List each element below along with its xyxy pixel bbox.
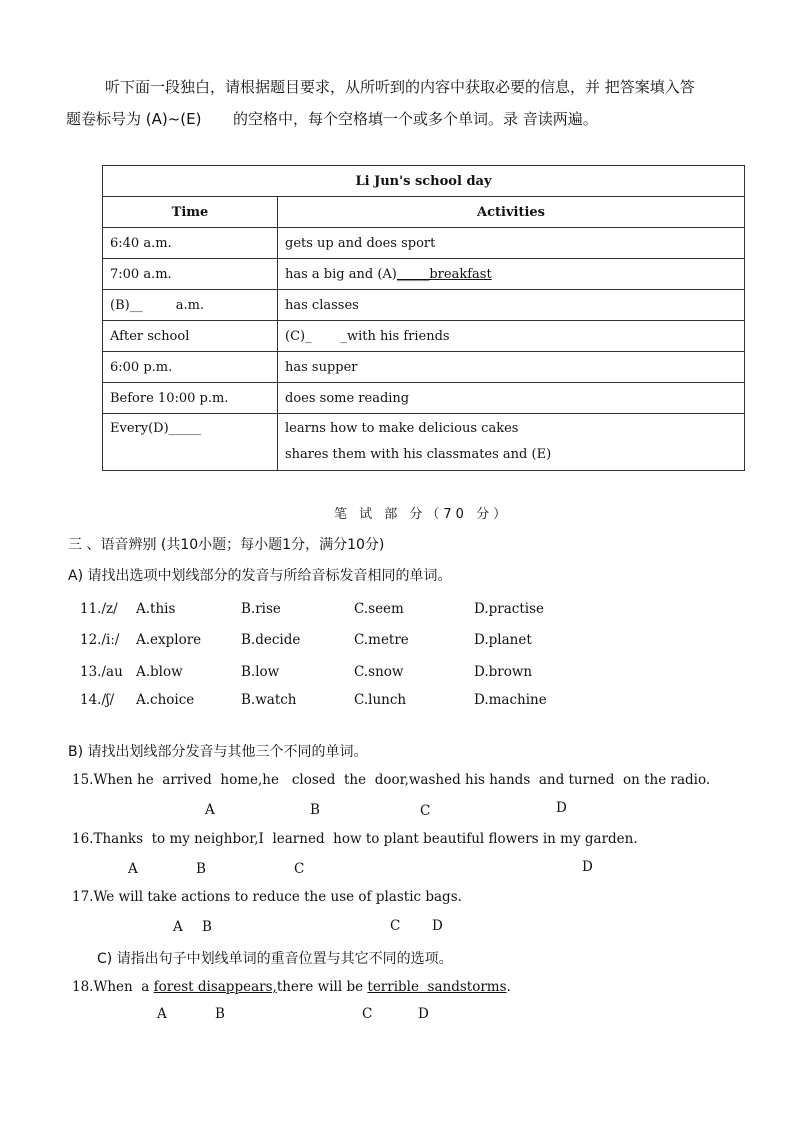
written-section-title: 笔 试 部 分（70 分） bbox=[334, 507, 511, 522]
activity-cell bbox=[278, 414, 745, 471]
option-d: D.machine bbox=[474, 692, 547, 708]
q17-letter-b: B bbox=[202, 919, 212, 935]
schedule-table bbox=[102, 165, 745, 471]
q15-letter-b: B bbox=[310, 802, 320, 818]
option-b: B.low bbox=[241, 664, 280, 680]
option-d: D.brown bbox=[474, 664, 533, 680]
header-time: Time bbox=[103, 197, 278, 228]
q16-letter-b: B bbox=[196, 861, 206, 877]
item-number: 12./iː/ bbox=[80, 632, 120, 648]
table-row bbox=[103, 259, 745, 290]
q18-letter-d: D bbox=[418, 1006, 429, 1022]
question-17: 17.We will take actions to reduce the use of plastic bags. bbox=[72, 889, 462, 905]
option-d: D.practise bbox=[474, 601, 544, 617]
item-number: 11./z/ bbox=[80, 601, 118, 617]
option-c: C.lunch bbox=[354, 692, 407, 708]
q16-letter-a: A bbox=[128, 861, 138, 877]
q15-letter-a: A bbox=[205, 802, 215, 818]
option-a: A.blow bbox=[136, 664, 183, 680]
option-b: B.watch bbox=[241, 692, 297, 708]
q18-letter-a: A bbox=[157, 1006, 167, 1022]
table-row bbox=[103, 290, 745, 321]
option-a: A.this bbox=[136, 601, 176, 617]
time-cell: (B)__ a.m. bbox=[103, 290, 278, 321]
time-cell: 7:00 a.m. bbox=[103, 259, 278, 290]
option-c: C.metre bbox=[354, 632, 409, 648]
q17-letter-d: D bbox=[432, 918, 443, 934]
q18-letter-c: C bbox=[362, 1006, 373, 1022]
intro-line-1: 听下面一段独白，请根据题目要求，从所听到的内容中获取必要的信息，并 把答案填入答 bbox=[105, 78, 695, 96]
q18-underlined-1: forest disappears, bbox=[153, 979, 277, 995]
part-a-instruction: A) 请找出选项中划线部分的发音与所给音标发音相同的单词。 bbox=[68, 568, 452, 584]
item-number: 13./au bbox=[80, 664, 123, 680]
part-c-instruction: C) 请指出句子中划线单词的重音位置与其它不同的选项。 bbox=[97, 951, 453, 967]
q17-letter-c: C bbox=[390, 918, 401, 934]
q18-text: 18.When a bbox=[72, 979, 154, 995]
time-cell: Every(D)_____ bbox=[103, 414, 278, 471]
activity-cell: gets up and does sport bbox=[278, 228, 745, 259]
section-heading: 三 、语音辨别 (共10小题；每小题1分，满分10分) bbox=[68, 537, 385, 553]
option-a: A.choice bbox=[136, 692, 195, 708]
intro-line-2a: 题卷标号为 (A)~(E) bbox=[66, 110, 202, 128]
q18-text: . bbox=[506, 979, 511, 995]
activity-cell: has classes bbox=[278, 290, 745, 321]
option-c: C.snow bbox=[354, 664, 404, 680]
question-16: 16.Thanks to my neighbor,I learned how to plant beautiful flowers in my garden. bbox=[72, 831, 638, 847]
option-b: B.rise bbox=[241, 601, 281, 617]
table-row bbox=[103, 352, 745, 383]
time-cell: Before 10:00 p.m. bbox=[103, 383, 278, 414]
q15-letter-d: D bbox=[556, 800, 567, 816]
time-cell: 6:00 p.m. bbox=[103, 352, 278, 383]
activity-line: shares them with his classmates and (E) bbox=[285, 447, 552, 462]
table-row bbox=[103, 383, 745, 414]
q15-letter-c: C bbox=[420, 803, 431, 819]
activity-cell: (C)_ _with his friends bbox=[278, 321, 745, 352]
question-15: 15.When he arrived home,he closed the door,washed his hands and turned on the radio. bbox=[72, 772, 711, 788]
q17-letter-a: A bbox=[173, 919, 183, 935]
table-row bbox=[103, 321, 745, 352]
intro-line-2b: 的空格中，每个空格填一个或多个单词。录 音读两遍。 bbox=[233, 110, 598, 128]
q18-underlined-2: terrible sandstorms bbox=[367, 979, 507, 995]
activity-cell: has supper bbox=[278, 352, 745, 383]
time-cell: After school bbox=[103, 321, 278, 352]
q18-text: there will be bbox=[276, 979, 368, 995]
time-cell: 6:40 a.m. bbox=[103, 228, 278, 259]
activity-cell: does some reading bbox=[278, 383, 745, 414]
q16-letter-c: C bbox=[294, 861, 305, 877]
activity-cell bbox=[278, 259, 745, 290]
option-a: A.explore bbox=[136, 632, 202, 648]
table-title: Li Jun's school day bbox=[103, 166, 745, 197]
part-b-instruction: B) 请找出划线部分发音与其他三个不同的单词。 bbox=[68, 744, 368, 760]
header-activities: Activities bbox=[278, 197, 745, 228]
activity-text: has a big and (A) bbox=[285, 266, 397, 282]
item-number: 14./ʃ/ bbox=[80, 692, 115, 708]
activity-line: learns how to make delicious cakes bbox=[285, 421, 519, 436]
q18-letter-b: B bbox=[215, 1006, 225, 1022]
answer-blank-a: _____breakfast bbox=[396, 266, 492, 282]
table-row bbox=[103, 228, 745, 259]
option-d: D.planet bbox=[474, 632, 532, 648]
table-row bbox=[103, 414, 745, 471]
option-b: B.decide bbox=[241, 632, 301, 648]
option-c: C.seem bbox=[354, 601, 404, 617]
q16-letter-d: D bbox=[582, 859, 593, 875]
question-18 bbox=[72, 979, 511, 995]
